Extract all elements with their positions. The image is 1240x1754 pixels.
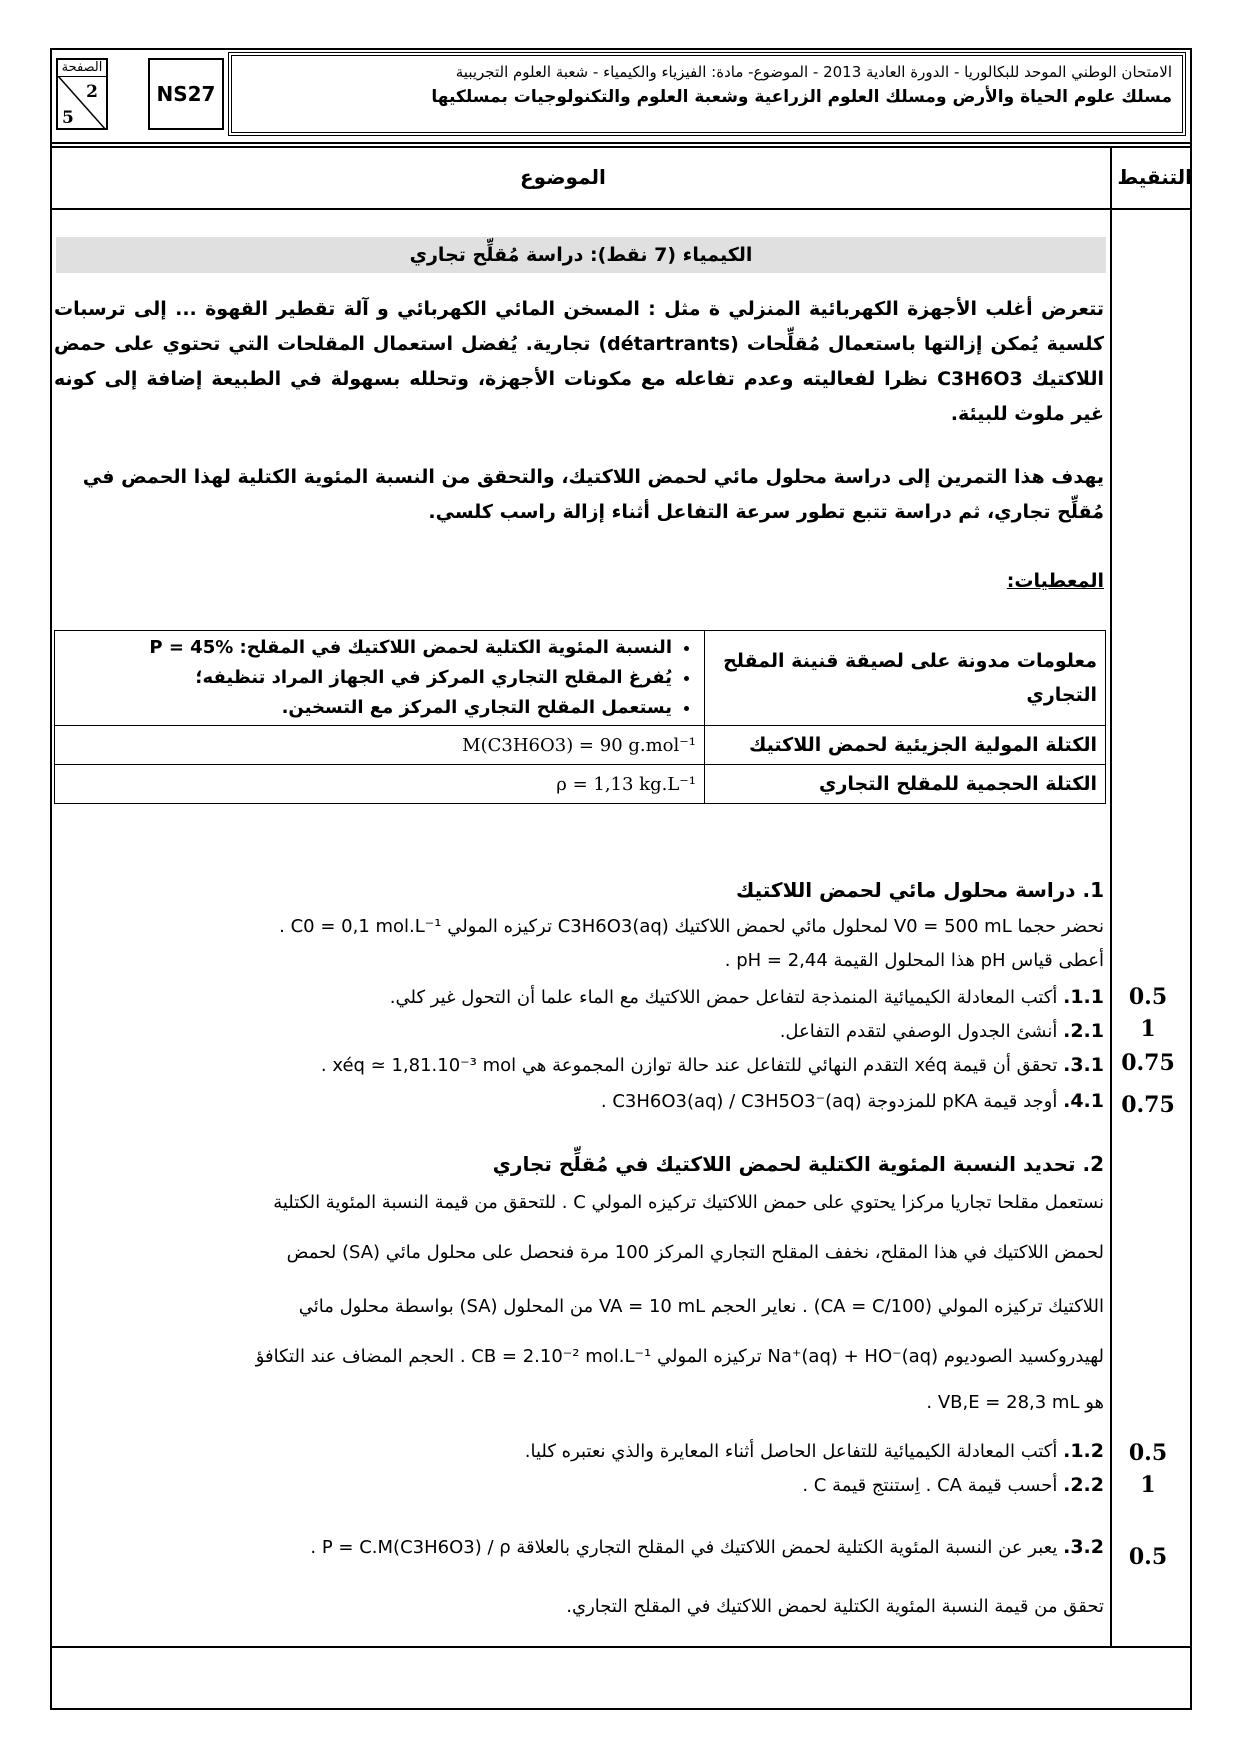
chemistry-title: الكيمياء (7 نقط): دراسة مُقلِّح تجاري — [56, 237, 1106, 273]
label-info-item-1: • النسبة المئوية الكتلية لحمض اللاكتيك في المقلح: P = 45% — [63, 633, 672, 663]
page-number-box — [56, 58, 108, 130]
subject-column-header: الموضوع — [520, 165, 606, 189]
question-number: 3.2. — [1063, 1536, 1104, 1558]
part2-text-line2: لحمض اللاكتيك في هذا المقلح، نخفف المقلح التجاري المركز 100 مرة فنحصل على محلول مائي (SA) لحمض — [286, 1242, 1104, 1263]
question-text: يعبر عن النسبة المئوية الكتلية لحمض اللاكتيك في المقلح التجاري بالعلاقة P = C.M(C3H6O3) / ρ . — [310, 1537, 1058, 1558]
intro-text-1: تتعرض أغلب الأجهزة الكهربائية المنزلي ة مثل : المسخن المائي الكهربائي و آلة تقطير القهوة ... إلى ترسبات كلسية يُمكن إزالتها باستعمال مُقلِّحات (détartrants) تجارية. يُفضل استعمال المقلحات التي تحتوي على حمض اللاكتيك C3H6O3 نظرا لفعاليته وعدم تفاعله مع مكونات الأجهزة، وتحلله بسهولة في الطبيعة إضافة إلى كونه غير ملوث للبيئة. — [54, 298, 1105, 425]
points-2-1: 1 — [1140, 1016, 1156, 1042]
question-text: أكتب المعادلة الكيميائية المنمذجة لتفاعل حمض اللاكتيك مع الماء علما أن التحول غير كلي. — [389, 987, 1058, 1008]
page-current: 2 — [86, 82, 98, 102]
question-2-2 — [802, 1468, 1104, 1503]
exam-code: NS27 — [148, 58, 224, 130]
question-number: 4.1. — [1063, 1090, 1104, 1112]
data-key-molar-mass: الكتلة المولية الجزيئية لحمض اللاكتيك — [705, 726, 1106, 765]
question-4-1 — [601, 1084, 1104, 1119]
rule-bottom — [50, 1646, 1192, 1648]
points-3-2: 0.5 — [1128, 1544, 1168, 1570]
data-key-label-info: معلومات مدونة على لصيقة قنينة المقلح التجاري — [705, 631, 1106, 726]
label-info-item-3: • يستعمل المقلح التجاري المركز مع التسخين. — [63, 693, 672, 723]
part2-text-line5: هو VB,E = 28,3 mL . — [926, 1392, 1104, 1413]
question-text: أكتب المعادلة الكيميائية للتفاعل الحاصل أثناء المعايرة والذي نعتبره كليا. — [524, 1441, 1058, 1462]
question-3-1 — [321, 1048, 1104, 1083]
exam-title-box — [228, 52, 1186, 136]
question-text: أنشئ الجدول الوصفي لتقدم التفاعل. — [779, 1021, 1058, 1042]
part1-title: 1. دراسة محلول مائي لحمض اللاكتيك — [735, 878, 1104, 902]
grading-column-divider — [1110, 146, 1112, 1646]
data-heading: المعطيات: — [1006, 570, 1104, 592]
rule-under-headers — [50, 208, 1192, 210]
molar-mass-value: M(C3H6O3) = 90 g.mol⁻¹ — [462, 734, 696, 756]
data-row-label-info — [55, 631, 1106, 726]
exam-title-line2: مسلك علوم الحياة والأرض ومسلك العلوم الزراعية وشعبة العلوم والتكنولوجيات بمسلكيها — [431, 87, 1172, 107]
question-1-1 — [390, 980, 1104, 1015]
question-text: أوجد قيمة pKA للمزدوجة C3H6O3(aq) / C3H5O3⁻(aq) . — [600, 1091, 1058, 1112]
question-3-2 — [310, 1530, 1104, 1565]
part1-text-line1: نحضر حجما V0 = 500 mL لمحلول مائي لحمض اللاكتيك C3H6O3(aq) تركيزه المولي C0 = 0,1 mol.L⁻¹ . — [279, 916, 1104, 937]
data-value-label-info — [55, 631, 705, 726]
question-1-2 — [525, 1434, 1104, 1469]
data-key-density: الكتلة الحجمية للمقلح التجاري — [705, 765, 1106, 804]
part2-closing: تحقق من قيمة النسبة المئوية الكتلية لحمض اللاكتيك في المقلح التجاري. — [566, 1596, 1104, 1617]
question-text: تحقق أن قيمة xéq التقدم النهائي للتفاعل عند حالة توازن المجموعة هي xéq ≃ 1,81.10⁻³ mol . — [320, 1055, 1058, 1076]
question-number: 1.1. — [1063, 986, 1104, 1008]
grading-column-header: التنقيط — [1117, 165, 1192, 189]
part2-text-line1: نستعمل مقلحا تجاريا مركزا يحتوي على حمض اللاكتيك تركيزه المولي C . للتحقق من قيمة النسبة المئوية الكتلية — [273, 1192, 1104, 1213]
density-value: ρ = 1,13 kg.L⁻¹ — [556, 773, 696, 795]
label-info-item-2: • يُفرغ المقلح التجاري المركز في الجهاز المراد تنظيفه؛ — [63, 663, 672, 693]
question-text: أحسب قيمة CA . اِستنتج قيمة C . — [802, 1475, 1058, 1496]
page-total: 5 — [62, 108, 74, 128]
data-value-molar-mass — [55, 726, 705, 765]
question-number: 2.1. — [1063, 1020, 1104, 1042]
points-1-2: 0.5 — [1128, 1440, 1168, 1466]
exam-title-line1: الامتحان الوطني الموحد للبكالوريا - الدورة العادية 2013 - الموضوع- مادة: الفيزياء والكيمياء - شعبة العلوم التجريبية — [455, 63, 1172, 81]
data-value-density — [55, 765, 705, 804]
points-3-1: 0.75 — [1121, 1050, 1175, 1076]
points-1-1: 0.5 — [1128, 984, 1168, 1010]
intro-paragraph-2: يهدف هذا التمرين إلى دراسة محلول مائي لحمض اللاكتيك، والتحقق من النسبة المئوية الكتلية لهذا الحمض في مُقلِّح تجاري، ثم دراسة تتبع تطور سرعة التفاعل أثناء إزالة راسب كلسي. — [82, 466, 1104, 523]
part1-text-line2: أعطى قياس pH هذا المحلول القيمة pH = 2,44 . — [724, 950, 1104, 971]
question-number: 1.2. — [1063, 1440, 1104, 1462]
points-2-2: 1 — [1140, 1472, 1156, 1498]
part2-text-line4: لهيدروكسيد الصوديوم Na⁺(aq) + HO⁻(aq) تركيزه المولي CB = 2.10⁻² mol.L⁻¹ . الحجم المضاف عند التكافؤ — [255, 1346, 1104, 1367]
page-label: الصفحة — [58, 60, 106, 77]
question-2-1 — [780, 1014, 1104, 1049]
part2-text-line3: اللاكتيك تركيزه المولي (CA = C/100) . نعاير الحجم VA = 10 mL من المحلول (SA) بواسطة محلول مائي — [298, 1296, 1104, 1317]
data-row-density — [55, 765, 1106, 804]
data-row-molar-mass — [55, 726, 1106, 765]
part2-title: 2. تحديد النسبة المئوية الكتلية لحمض اللاكتيك في مُقلِّح تجاري — [492, 1152, 1104, 1176]
rule-top — [50, 146, 1192, 148]
intro-paragraph-1 — [54, 292, 1104, 432]
question-number: 2.2. — [1063, 1474, 1104, 1496]
question-number: 3.1. — [1063, 1054, 1104, 1076]
data-table — [54, 630, 1106, 804]
points-4-1: 0.75 — [1121, 1092, 1175, 1118]
